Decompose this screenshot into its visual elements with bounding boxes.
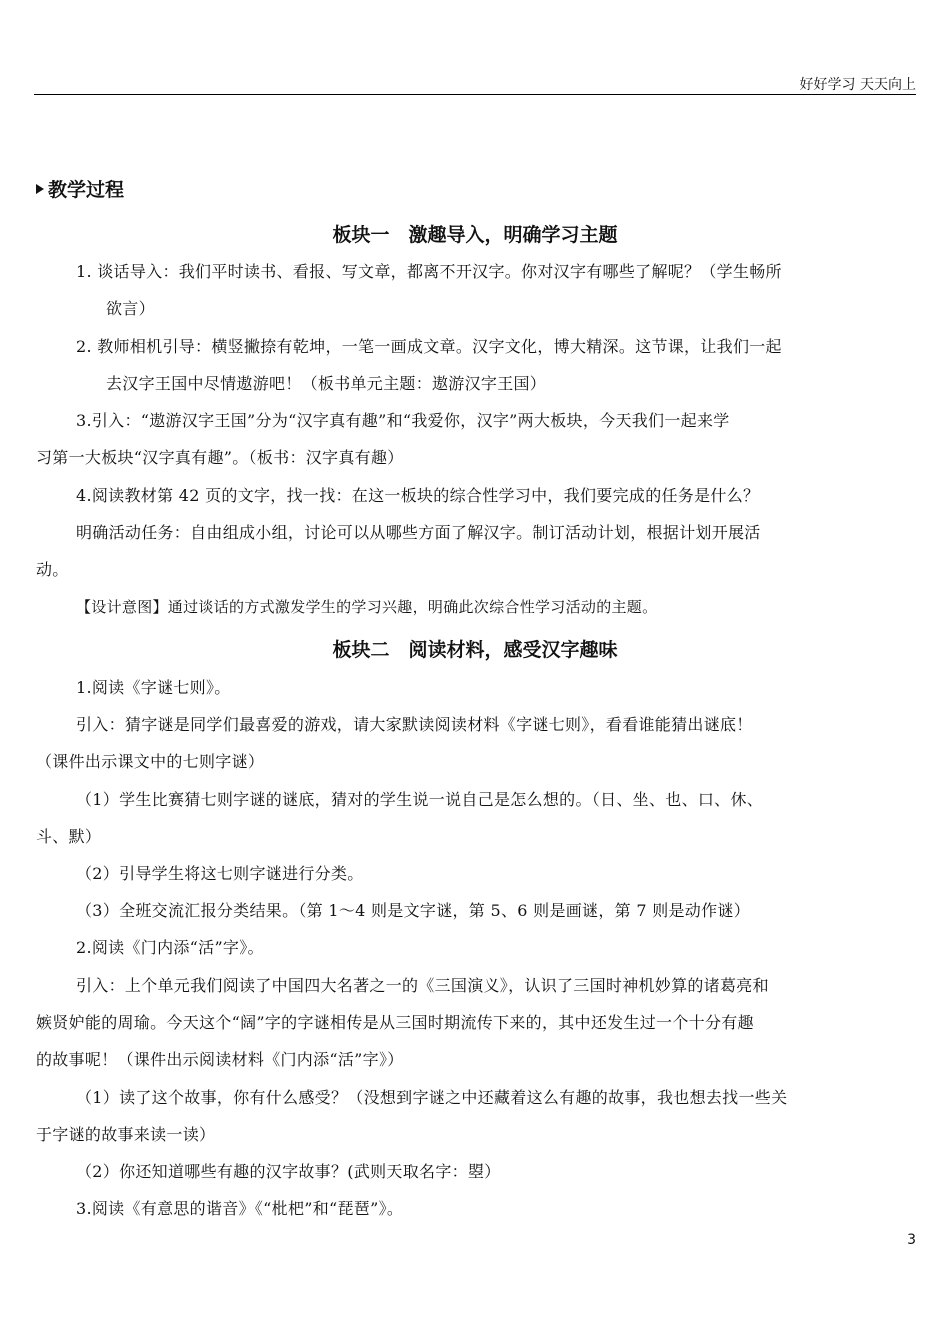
paragraph-line: （1）读了这个故事，你有什么感受？（没想到字谜之中还藏着这么有趣的故事，我也想去找一些关 [76,1088,788,1107]
paragraph-line: （课件出示课文中的七则字谜） [36,752,265,771]
paragraph-line: 4.阅读教材第 42 页的文字，找一找：在这一板块的综合性学习中，我们要完成的任务是什么？ [76,486,760,505]
paragraph-line: 明确活动任务：自由组成小组，讨论可以从哪些方面了解汉字。制订活动计划，根据计划开展活 [76,523,761,542]
triangle-bullet-icon [36,184,44,194]
header-divider [34,94,916,95]
paragraph-line: 斗、默） [36,827,102,846]
paragraph-line: 习第一大板块“汉字真有趣”。（板书：汉字真有趣） [36,448,404,467]
paragraph-line: 引入：猜字谜是同学们最喜爱的游戏，请大家默读阅读材料《字谜七则》，看看谁能猜出谜底！ [76,715,753,734]
paragraph-line: 嫉贤妒能的周瑜。今天这个“阔”字的字谜相传是从三国时期流传下来的，其中还发生过一个十分有趣 [36,1013,754,1032]
paragraph-line: （2）你还知道哪些有趣的汉字故事？(武则天取名字：曌） [76,1162,501,1181]
section-title [36,175,124,202]
paragraph-line: （2）引导学生将这七则字谜进行分类。 [76,864,364,883]
page-header-text: 好好学习 天天向上 [799,77,916,93]
paragraph-line: 1.阅读《字谜七则》。 [76,678,231,697]
paragraph-line: 的故事呢！（课件出示阅读材料《门内添“活”字》） [36,1050,404,1069]
paragraph-line: 引入：上个单元我们阅读了中国四大名著之一的《三国演义》，认识了三国时神机妙算的诸葛亮和 [76,976,769,995]
paragraph-line: 2. 教师相机引导：横竖撇捺有乾坤，一笔一画成文章。汉字文化，博大精深。这节课，让我们一起 [76,337,782,356]
paragraph-line: 去汉字王国中尽情遨游吧！（板书单元主题：遨游汉字王国） [106,374,547,393]
page-number: 3 [907,1232,916,1248]
paragraph-line: 欲言） [106,299,155,318]
paragraph-line: 3.阅读《有意思的谐音》《“枇杷”和“琵琶”》。 [76,1199,404,1218]
section-title-text: 教学过程 [48,179,125,201]
paragraph-line: （3）全班交流汇报分类结果。（第 1～4 则是文字谜，第 5、6 则是画谜，第 7 则是动作谜） [76,901,750,920]
paragraph-line: 动。 [36,560,69,579]
block-2-heading: 板块二 阅读材料，感受汉字趣味 [332,639,618,661]
design-intent-note: 【设计意图】通过谈话的方式激发学生的学习兴趣，明确此次综合性学习活动的主题。 [76,598,658,616]
paragraph-line: 3.引入：“遨游汉字王国”分为“汉字真有趣”和“我爱你，汉字”两大板块，今天我们一起来学 [76,411,730,430]
paragraph-line: （1）学生比赛猜七则字谜的谜底，猜对的学生说一说自己是怎么想的。（日、坐、也、口、休、 [76,790,764,809]
paragraph-line: 于字谜的故事来读一读） [36,1125,216,1144]
block-1-heading: 板块一 激趣导入，明确学习主题 [332,224,618,246]
paragraph-line: 2.阅读《门内添“活”字》。 [76,938,264,957]
paragraph-line: 1. 谈话导入：我们平时读书、看报、写文章，都离不开汉字。你对汉字有哪些了解呢？（学生畅所 [76,262,782,281]
